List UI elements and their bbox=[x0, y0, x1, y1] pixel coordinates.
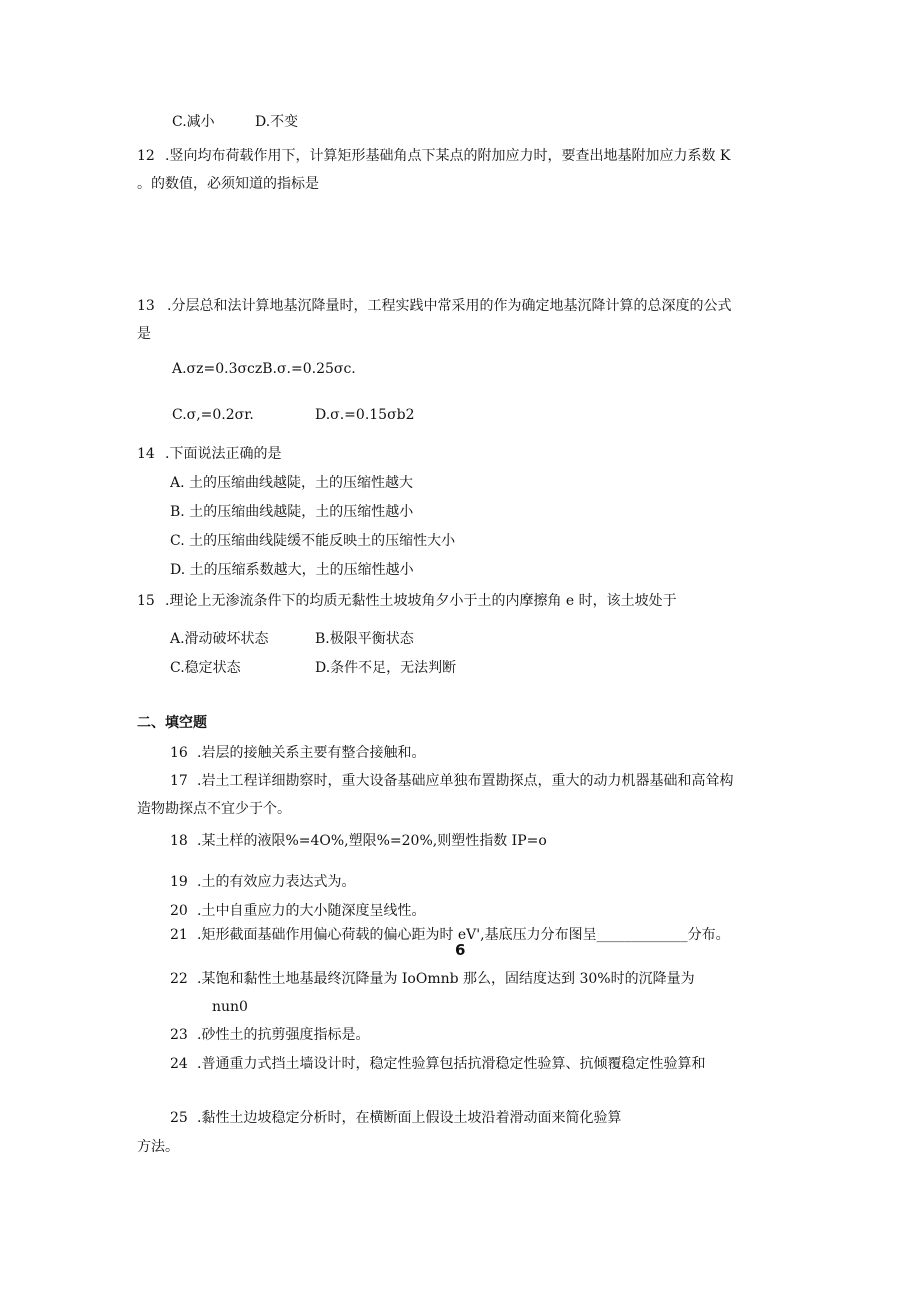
option-c: C.稳定状态 bbox=[170, 660, 241, 676]
option-c: C.σ,=0.2σr. bbox=[172, 407, 254, 423]
question-text: .土中自重应力的大小随深度呈线性。 bbox=[197, 903, 426, 919]
question-text: .某土样的液限%=4O%,塑限%=20%,则塑性指数 IP=o bbox=[197, 833, 547, 849]
question-text: .岩土工程详细勘察时，重大设备基础应单独布置勘探点，重大的动力机器基础和高耸构 bbox=[197, 773, 734, 789]
question-text: .岩层的接触关系主要有整合接触和。 bbox=[197, 745, 426, 761]
question-text: .砂性土的抗剪强度指标是。 bbox=[197, 1027, 370, 1043]
question-number: 23 bbox=[170, 1027, 188, 1043]
option-b: B.极限平衡状态 bbox=[315, 631, 414, 647]
question-text-cont: 。的数值，必须知道的指标是 bbox=[137, 176, 319, 192]
question-text: .土的有效应力表达式为。 bbox=[197, 874, 356, 890]
question-text-cont: 是 bbox=[137, 326, 151, 342]
option-b: B. 土的压缩曲线越陡，土的压缩性越小 bbox=[170, 504, 414, 520]
option-c: C. 土的压缩曲线陡缓不能反映土的压缩性大小 bbox=[170, 533, 456, 549]
question-text-cont: 方法。 bbox=[137, 1139, 179, 1155]
question-text: .理论上无渗流条件下的均质无黏性土坡坡角夕小于土的内摩擦角 e 时，该土坡处于 bbox=[165, 593, 677, 609]
option-d: D. 土的压缩系数越大，土的压缩性越小 bbox=[170, 562, 414, 578]
question-number: 24 bbox=[170, 1056, 188, 1072]
question-number: 13 bbox=[137, 298, 155, 314]
section-heading: 二、填空题 bbox=[137, 715, 207, 731]
question-number: 14 bbox=[137, 446, 155, 462]
option-d: D.σ.=0.15σb2 bbox=[315, 407, 415, 423]
question-number: 19 bbox=[170, 874, 188, 890]
question-text: .下面说法正确的是 bbox=[165, 446, 282, 462]
question-number: 25 bbox=[170, 1110, 188, 1126]
question-text-cont: 造物勘探点不宜少于个。 bbox=[137, 801, 291, 817]
question-text-cont: nun0 bbox=[212, 999, 248, 1015]
question-number: 21 bbox=[170, 927, 188, 943]
question-text: .矩形截面基础作用偏心荷载的偏心距为时 eV',基底压力分布图呈_____________分布。 bbox=[197, 927, 730, 943]
page-number: 6 bbox=[455, 941, 466, 959]
option-c: C.减小 bbox=[172, 114, 215, 130]
question-text: .普通重力式挡土墙设计时，稳定性验算包括抗滑稳定性验算、抗倾覆稳定性验算和 bbox=[197, 1056, 706, 1072]
question-text: .分层总和法计算地基沉降量时，工程实践中常采用的作为确定地基沉降计算的总深度的公式 bbox=[167, 298, 732, 314]
option-d: D.不变 bbox=[255, 114, 299, 130]
question-number: 17 bbox=[170, 773, 188, 789]
question-number: 16 bbox=[170, 745, 188, 761]
question-number: 15 bbox=[137, 593, 155, 609]
question-text: .黏性土边坡稳定分析时，在横断面上假设土坡沿着滑动面来简化验算 bbox=[197, 1110, 622, 1126]
question-text: .竖向均布荷载作用下，计算矩形基础角点下某点的附加应力时，要查出地基附加应力系数 K bbox=[165, 148, 731, 164]
option-ab: A.σz=0.3σczB.σ.=0.25σc. bbox=[172, 361, 356, 377]
option-a: A. 土的压缩曲线越陡，土的压缩性越大 bbox=[170, 475, 414, 491]
question-text: .某饱和黏性土地基最终沉降量为 IoOmnb 那么，固结度达到 30%时的沉降量为 bbox=[197, 971, 695, 987]
option-a: A.滑动破坏状态 bbox=[170, 631, 269, 647]
question-number: 18 bbox=[170, 833, 188, 849]
question-number: 20 bbox=[170, 903, 188, 919]
option-d: D.条件不足，无法判断 bbox=[315, 660, 457, 676]
question-number: 22 bbox=[170, 971, 188, 987]
question-number: 12 bbox=[137, 148, 155, 164]
